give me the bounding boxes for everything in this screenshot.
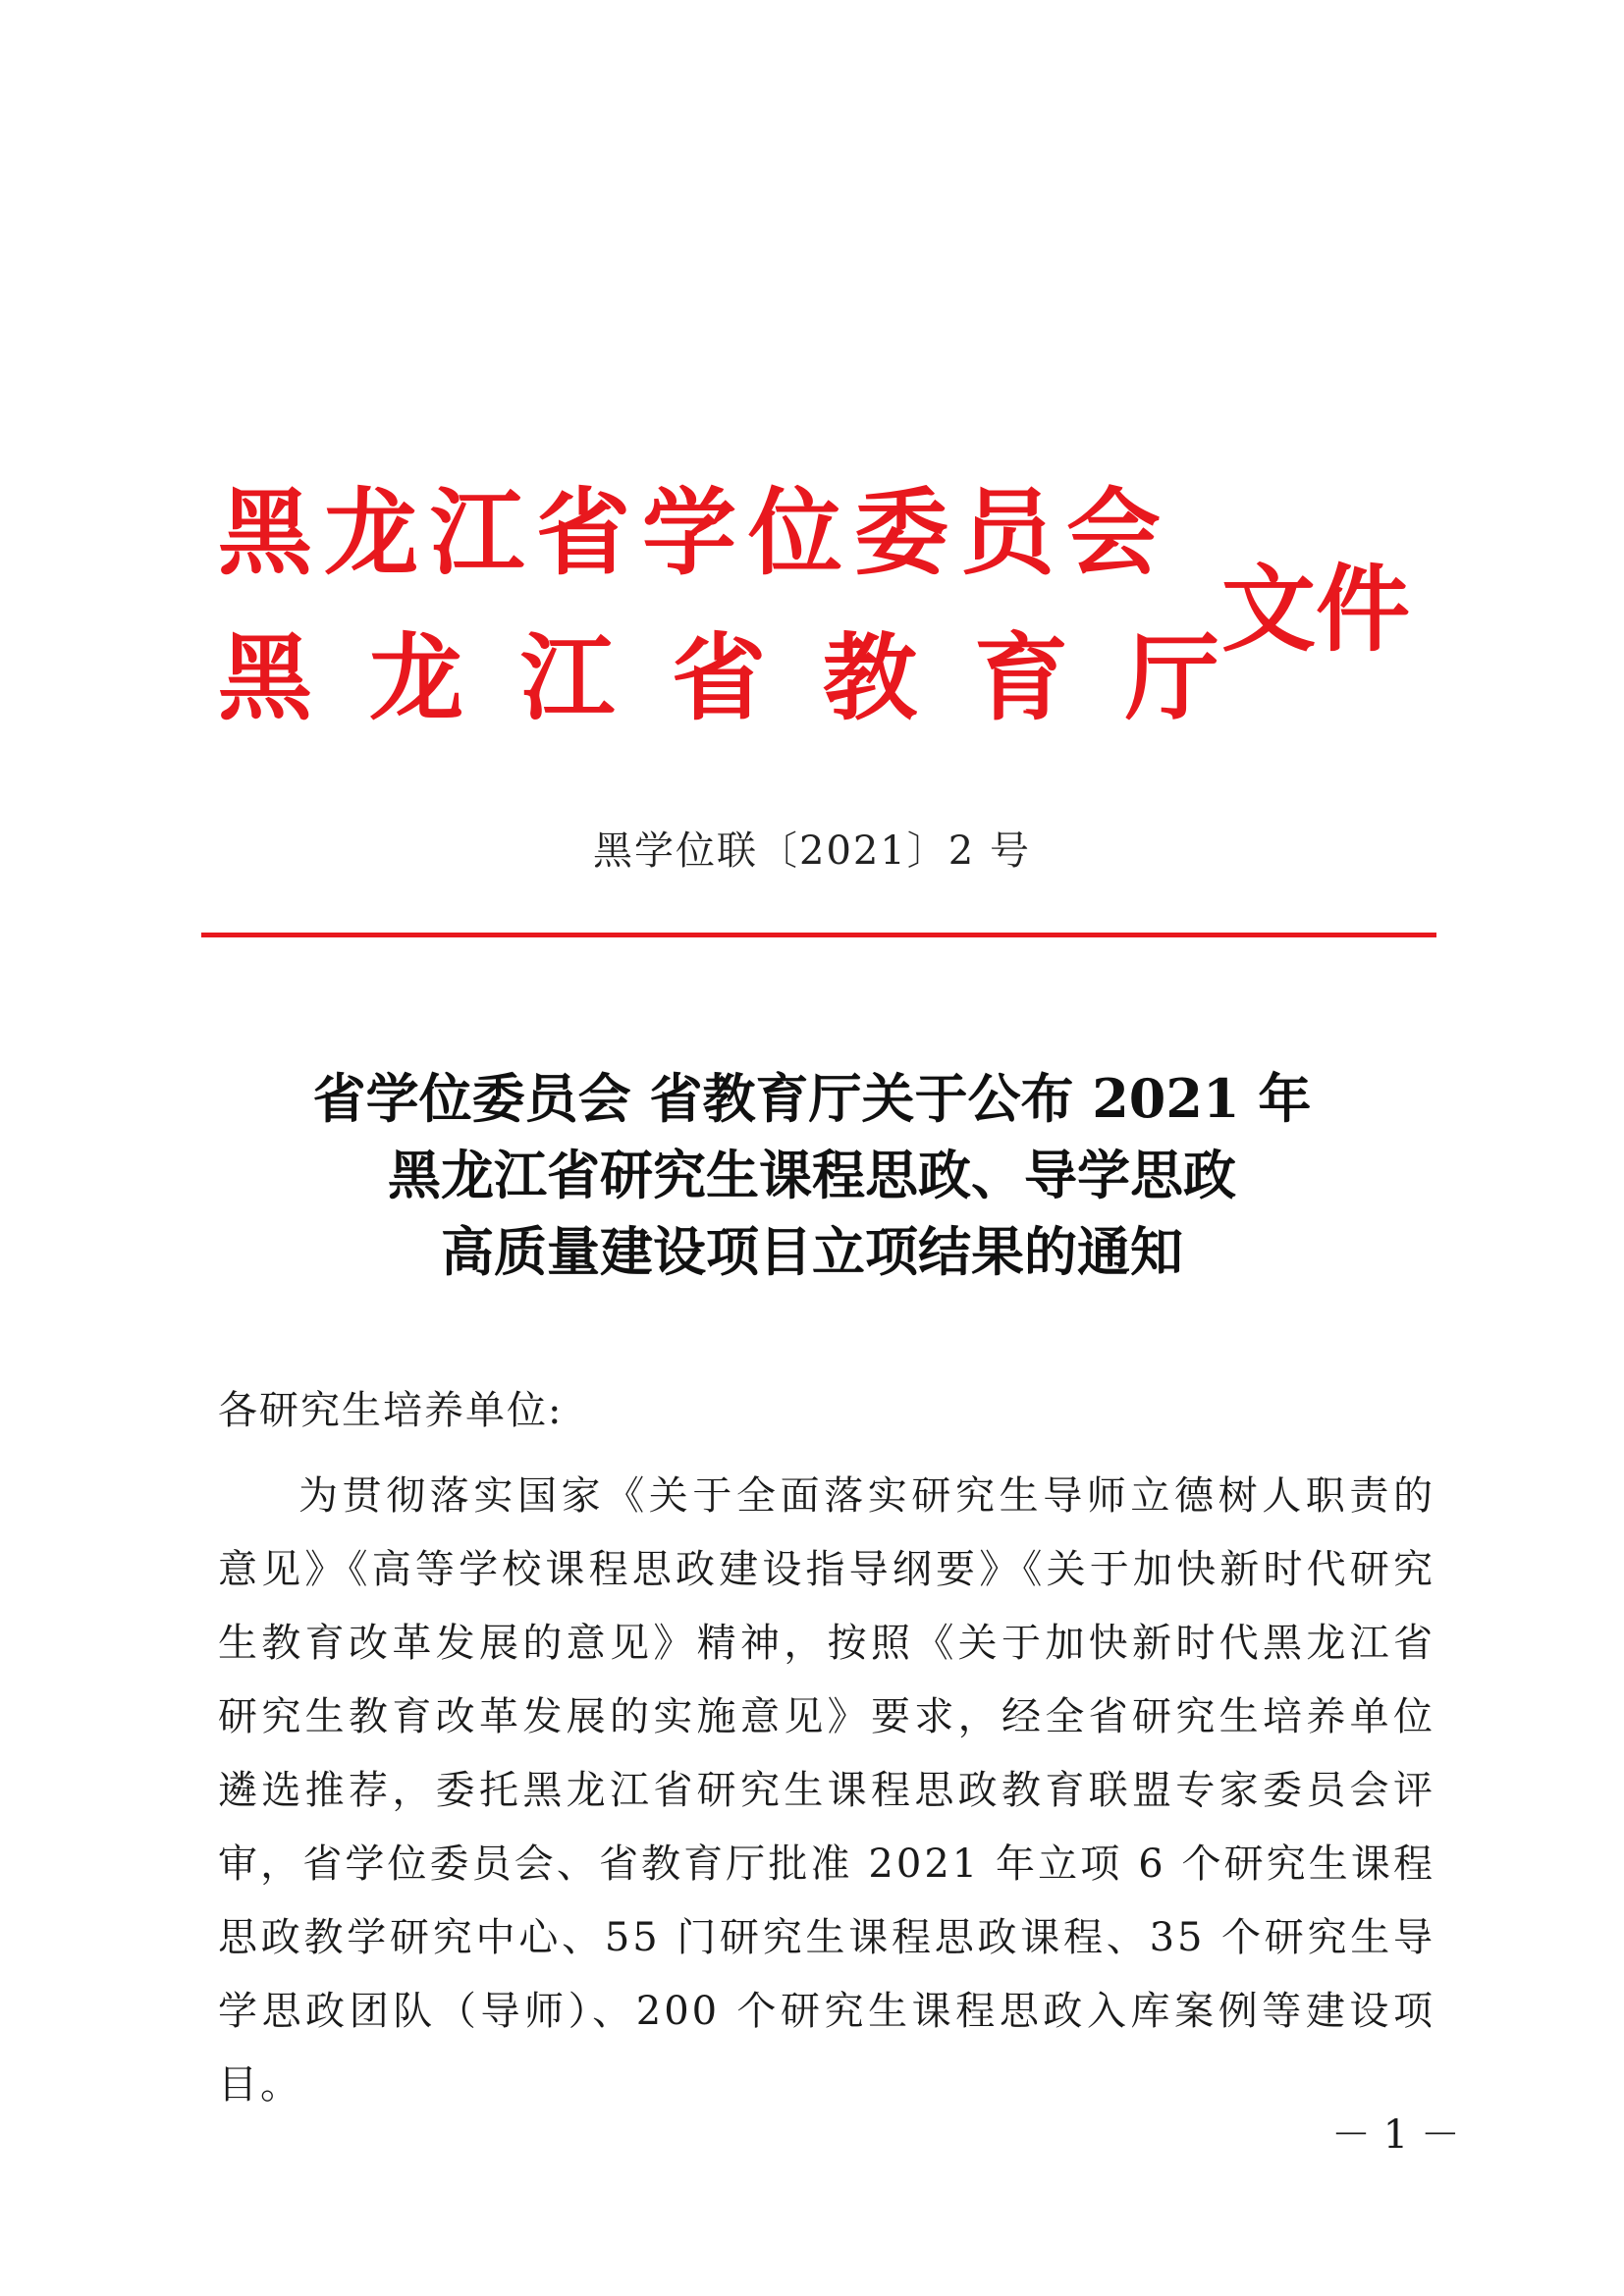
page-number: － 1 － — [1331, 2112, 1460, 2158]
document-type-label: 文件 — [1221, 555, 1410, 665]
body-paragraph: 为贯彻落实国家《关于全面落实研究生导师立德树人职责的意见》《高等学校课程思政建设指导纲要》《关于加快新时代研究生教育改革发展的意见》精神，按照《关于加快新时代黑龙江省研究生教育改革发展的实施意见》要求，经全省研究生培养单位遴选推荐，委托黑龙江省研究生课程思政教育联盟专家委员会评审，省学位委员会、省教育厅批准 2021 年立项 6 个研究生课程思政教学研究中心、55 门研究生课程思政课程、35 个研究生导学思政团队（导师）、200 个研究生课程思政入库案例等建设项目。 — [218, 1473, 1435, 2108]
title-line-3: 高质量建设项目立项结果的通知 — [441, 1220, 1183, 1283]
addressee: 各研究生培养单位: — [218, 1388, 564, 1433]
issuer-name-1: 黑龙江省学位委员会 — [218, 478, 1172, 588]
red-divider-line — [201, 933, 1436, 937]
document-header — [218, 479, 1435, 754]
title-line-1: 省学位委员会 省教育厅关于公布 2021 年 — [312, 1067, 1312, 1130]
document-title — [0, 1060, 1624, 1290]
issuer-name-2: 黑龙江省教育厅 — [218, 623, 1276, 733]
title-line-2: 黑龙江省研究生课程思政、导学思政 — [388, 1144, 1236, 1206]
document-number: 黑学位联〔2021〕2 号 — [593, 828, 1031, 874]
